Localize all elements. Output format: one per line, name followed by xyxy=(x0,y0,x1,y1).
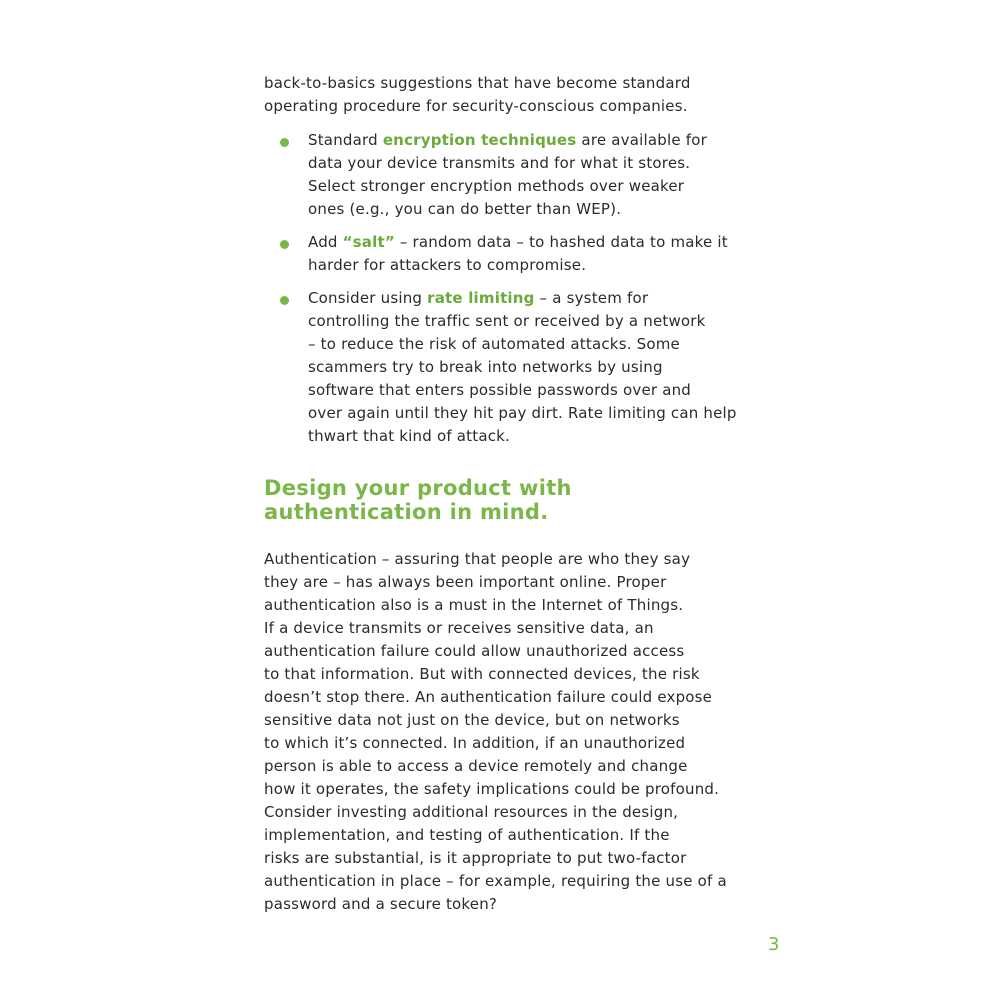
text-line: Authentication – assuring that people are who they say xyxy=(264,550,691,568)
text-line: controlling the traffic sent or received by a network xyxy=(308,312,706,330)
heading-line: authentication in mind. xyxy=(264,500,549,524)
bullet-dot-icon xyxy=(280,138,289,147)
text-line: sensitive data not just on the device, but on networks xyxy=(264,711,680,729)
highlight-term: rate limiting xyxy=(427,289,535,307)
bullet-list xyxy=(264,129,744,448)
document-page xyxy=(264,72,744,916)
text-line: harder for attackers to compromise. xyxy=(308,256,587,274)
body-paragraph xyxy=(264,548,744,916)
text-line: authentication also is a must in the Internet of Things. xyxy=(264,596,684,614)
text-line: operating procedure for security-conscious companies. xyxy=(264,97,688,115)
bullet-item-encryption xyxy=(264,129,744,221)
text-line: authentication failure could allow unauthorized access xyxy=(264,642,685,660)
bullet-item-salt xyxy=(264,231,744,277)
text-line: back-to-basics suggestions that have become standard xyxy=(264,74,691,92)
text-line: how it operates, the safety implications could be profound. xyxy=(264,780,720,798)
text-line: to which it’s connected. In addition, if an unauthorized xyxy=(264,734,686,752)
text-line: Add “salt” – random data – to hashed data to make it xyxy=(308,233,728,251)
text-line: risks are substantial, is it appropriate to put two-factor xyxy=(264,849,687,867)
text-line: Select stronger encryption methods over weaker xyxy=(308,177,685,195)
section-heading xyxy=(264,476,744,524)
text-line: password and a secure token? xyxy=(264,895,498,913)
text-line: scammers try to break into networks by using xyxy=(308,358,663,376)
bullet-dot-icon xyxy=(280,240,289,249)
text-line: they are – has always been important online. Proper xyxy=(264,573,667,591)
text-line: ones (e.g., you can do better than WEP). xyxy=(308,200,622,218)
page-number: 3 xyxy=(768,934,780,955)
text-line: authentication in place – for example, requiring the use of a xyxy=(264,872,727,890)
text-line: to that information. But with connected devices, the risk xyxy=(264,665,700,683)
text-line: data your device transmits and for what it stores. xyxy=(308,154,691,172)
text-line: If a device transmits or receives sensitive data, an xyxy=(264,619,654,637)
bullet-dot-icon xyxy=(280,296,289,305)
highlight-term: “salt” xyxy=(342,233,395,251)
text-line: software that enters possible passwords over and xyxy=(308,381,692,399)
intro-paragraph xyxy=(264,72,744,118)
text-line: doesn’t stop there. An authentication failure could expose xyxy=(264,688,713,706)
text-line: Standard encryption techniques are available for xyxy=(308,131,707,149)
text-line: person is able to access a device remotely and change xyxy=(264,757,688,775)
text-line: over again until they hit pay dirt. Rate limiting can help xyxy=(308,404,737,422)
bullet-item-rate-limiting xyxy=(264,287,744,448)
text-line: thwart that kind of attack. xyxy=(308,427,511,445)
highlight-term: encryption techniques xyxy=(382,131,577,149)
heading-line: Design your product with xyxy=(264,476,572,500)
text-line: implementation, and testing of authentication. If the xyxy=(264,826,670,844)
text-line: Consider using rate limiting – a system for xyxy=(308,289,649,307)
text-line: Consider investing additional resources in the design, xyxy=(264,803,679,821)
text-line: – to reduce the risk of automated attacks. Some xyxy=(308,335,680,353)
